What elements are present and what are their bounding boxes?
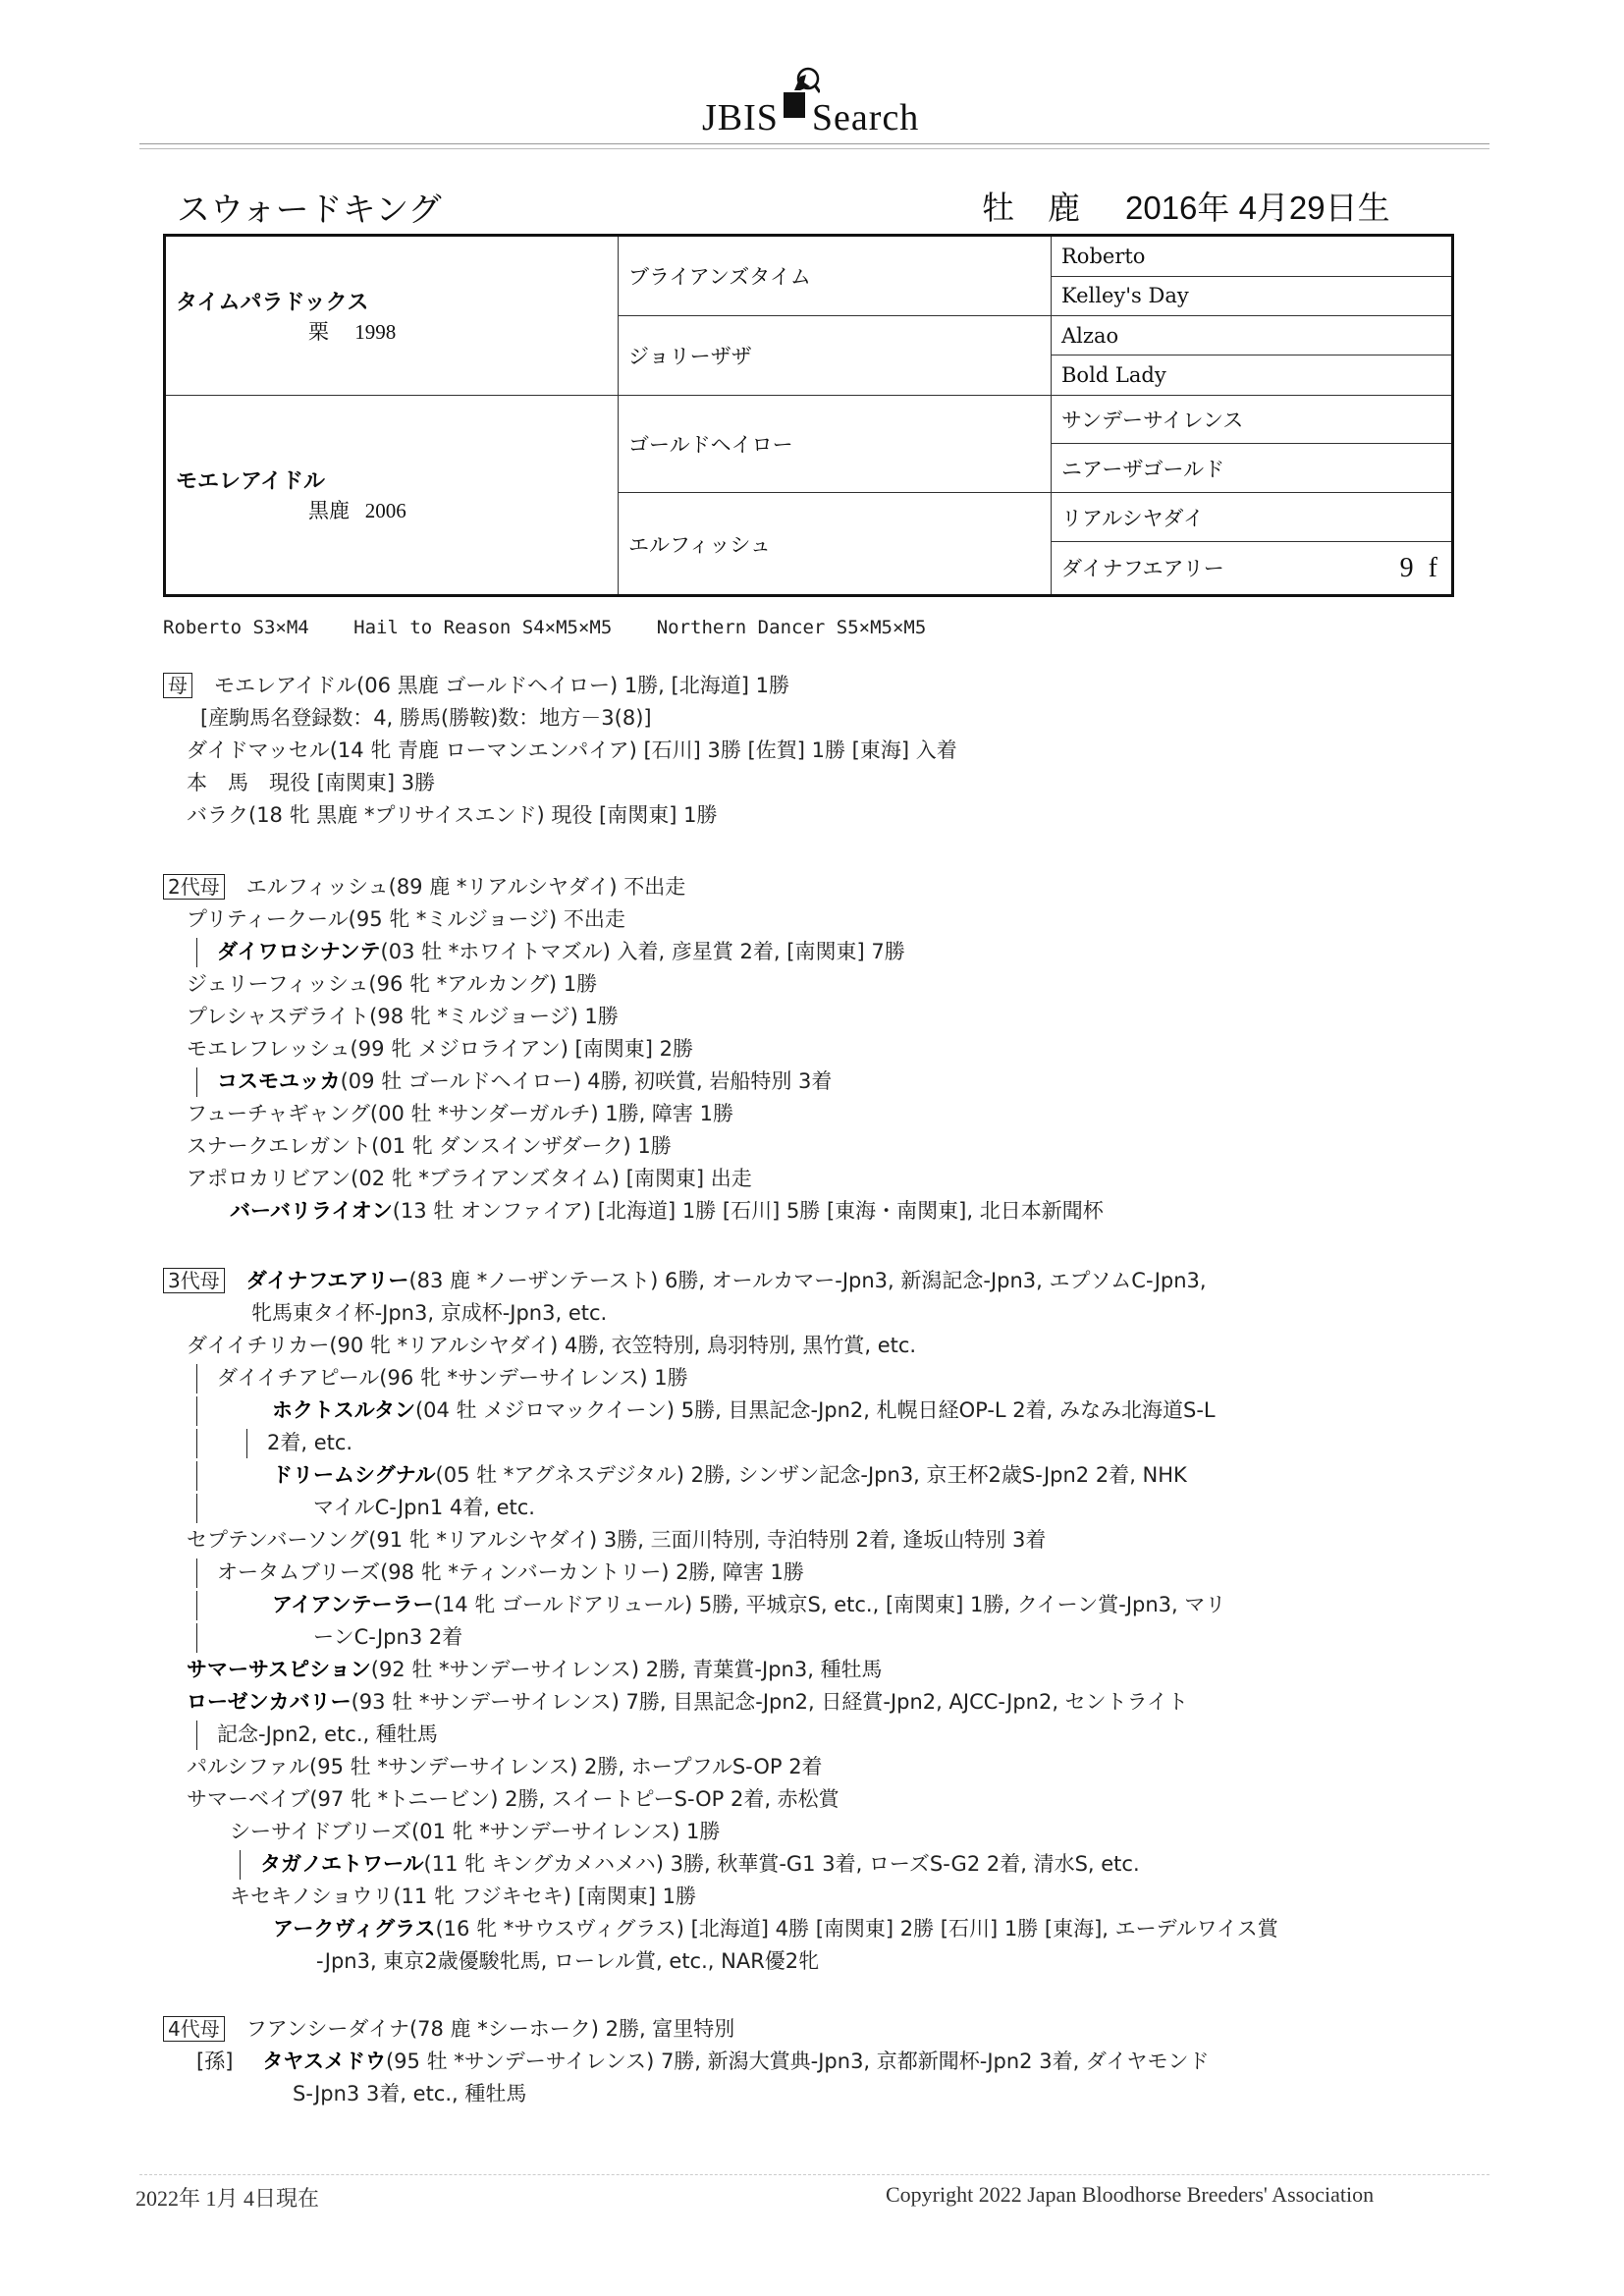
- section-line: シーサイドブリーズ(01 牝 *サンデーサイレンス) 1勝: [230, 1820, 721, 1843]
- section-line: 記念-Jpn2, etc., 種牡馬: [163, 1719, 1439, 1751]
- inbreeding-item: Northern Dancer S5×M5×M5: [656, 617, 927, 638]
- gen3-cell: ニアーザゴールド: [1052, 444, 1453, 493]
- section-line: オータムブリーズ(98 牝 *ティンバーカントリー) 2勝, 障害 1勝: [163, 1557, 1439, 1589]
- section-line: キセキノショウリ(11 牝 フジキセキ) [南関東] 1勝: [230, 1885, 697, 1908]
- section-label: 4代母: [163, 2016, 225, 2042]
- dam-cell: [165, 395, 619, 595]
- dam-sire-cell: ゴールドヘイロー: [619, 395, 1052, 493]
- sire-sire-cell: ブライアンズタイム: [619, 236, 1052, 316]
- section-line: ダイドマッセル(14 牝 青鹿 ローマンエンパイア) [石川] 3勝 [佐賀] 1勝 [東海] 入着: [187, 738, 957, 762]
- section-line: アイアンテーラー(14 牝 ゴールドアリュール) 5勝, 平城京S, etc., [南関東] 1勝, クイーン賞-Jpn3, マリ: [163, 1589, 1439, 1621]
- dam-name: モエレアイドル: [176, 469, 326, 495]
- section-line: サマーサスピション(92 牡 *サンデーサイレンス) 2勝, 青葉賞-Jpn3, 種牡馬: [187, 1658, 883, 1681]
- footer-rule: [139, 2174, 1489, 2175]
- gen3-cell: [1052, 542, 1453, 596]
- section-line: [産駒馬名登録数：4, 勝馬(勝鞍)数：地方－3(8)]: [200, 706, 652, 730]
- horse-color: 鹿: [1048, 189, 1080, 227]
- section-line: マイルC-Jpn1 4着, etc.: [163, 1492, 1439, 1524]
- section-line: アポロカリビアン(02 牝 *ブライアンズタイム) [南関東] 出走: [187, 1167, 752, 1190]
- section-line: ジェリーフィッシュ(96 牝 *アルカング) 1勝: [187, 972, 598, 996]
- dam-section: [163, 670, 1439, 832]
- second-dam-section: [163, 871, 1439, 1228]
- section-line: バーバリライオン(13 牡 オンファイア) [北海道] 1勝 [石川] 5勝 [東海・南関東], 北日本新聞杯: [230, 1199, 1104, 1223]
- section-line: バラク(18 牝 黒鹿 *プリサイスエンド) 現役 [南関東] 1勝: [187, 803, 718, 827]
- inbreeding-item: Roberto S3×M4: [163, 617, 309, 638]
- section-line: 2代母 エルフィッシュ(89 鹿 *リアルシヤダイ) 不出走: [163, 871, 1439, 903]
- section-line: ローゼンカバリー(93 牡 *サンデーサイレンス) 7勝, 目黒記念-Jpn2, 日経賞-Jpn2, AJCC-Jpn2, セントライト: [187, 1690, 1189, 1714]
- section-line: 母 モエレアイドル(06 黒鹿 ゴールドヘイロー) 1勝, [北海道] 1勝: [163, 670, 1439, 702]
- section-line: プレシャスデライト(98 牝 *ミルジョージ) 1勝: [187, 1005, 619, 1028]
- family-number: 9 f: [1399, 552, 1441, 583]
- sire-color: 栗: [308, 319, 329, 344]
- section-line: [孫] タヤスメドウ(95 牡 *サンデーサイレンス) 7勝, 新潟大賞典-Jpn3, 京都新聞杯-Jpn2 3着, ダイヤモンド: [196, 2050, 1210, 2073]
- sire-info: [176, 316, 608, 346]
- gen3-cell: Alzao: [1052, 316, 1453, 355]
- section-line: パルシファル(95 牡 *サンデーサイレンス) 2勝, ホープフルS-OP 2着: [187, 1755, 823, 1778]
- horse-birthdate: 2016年 4月29日生: [1125, 190, 1390, 226]
- dam-dam-cell: エルフィッシュ: [619, 493, 1052, 596]
- sire-name: タイムパラドックス: [176, 290, 369, 315]
- dam-year: 2006: [364, 499, 406, 523]
- horse-name: スウォードキング: [177, 191, 442, 230]
- gen3-cell: Kelley's Day: [1052, 276, 1453, 315]
- section-line: ーンC-Jpn3 2着: [163, 1621, 1439, 1654]
- section-line: フューチャギャング(00 牡 *サンダーガルチ) 1勝, 障害 1勝: [187, 1102, 733, 1125]
- inbreeding-item: Hail to Reason S4×M5×M5: [353, 617, 613, 638]
- gen3-name: ダイナフエアリー: [1061, 556, 1224, 580]
- horse-sex: 牡: [982, 189, 1014, 227]
- section-line: スナークエレガント(01 牝 ダンスインザダーク) 1勝: [187, 1134, 672, 1158]
- pedigree-table: [163, 234, 1454, 597]
- gen3-cell: Bold Lady: [1052, 355, 1453, 395]
- dam-info: [176, 495, 608, 524]
- section-line: ダイワロシナンテ(03 牡 *ホワイトマズル) 入着, 彦星賞 2着, [南関東] 7勝: [163, 936, 1439, 968]
- logo-jbis-text: JBIS: [702, 97, 779, 138]
- fourth-dam-section: [163, 2013, 1439, 2110]
- section-line: ドリームシグナル(05 牡 *アグネスデジタル) 2勝, シンザン記念-Jpn3, 京王杯2歳S-Jpn2 2着, NHK: [163, 1459, 1439, 1492]
- footer-date: 2022年 1月 4日現在: [135, 2186, 320, 2211]
- header-rule: [139, 143, 1489, 144]
- section-line: 4代母 フアンシーダイナ(78 鹿 *シーホーク) 2勝, 富里特別: [163, 2013, 1439, 2046]
- section-line: -Jpn3, 東京2歳優駿牝馬, ローレル賞, etc., NAR優2牝: [316, 1949, 820, 1973]
- section-line: タガノエトワール(11 牝 キングカメハメハ) 3勝, 秋華賞-G1 3着, ローズS-G2 2着, 清水S, etc.: [163, 1848, 1439, 1881]
- section-line: S-Jpn3 3着, etc., 種牡馬: [293, 2082, 527, 2105]
- section-label: 2代母: [163, 874, 225, 900]
- gen3-cell: リアルシヤダイ: [1052, 493, 1453, 542]
- section-line: 2着, etc.: [163, 1427, 1439, 1459]
- section-line: アークヴィグラス(16 牝 *サウスヴィグラス) [北海道] 4勝 [南関東] 2勝 [石川] 1勝 [東海], エーデルワイス賞: [273, 1917, 1278, 1941]
- section-line: モエレフレッシュ(99 牝 メジロライアン) [南関東] 2勝: [187, 1037, 693, 1061]
- gen3-cell: Roberto: [1052, 236, 1453, 277]
- sire-dam-cell: ジョリーザザ: [619, 316, 1052, 395]
- footer-copyright: Copyright 2022 Japan Bloodhorse Breeders' Association: [886, 2182, 1375, 2207]
- gen3-cell: サンデーサイレンス: [1052, 395, 1453, 444]
- section-line: ホクトスルタン(04 牡 メジロマックイーン) 5勝, 目黒記念-Jpn2, 札幌日経OP-L 2着, みなみ北海道S-L: [163, 1394, 1439, 1427]
- third-dam-section: [163, 1265, 1439, 1978]
- section-line: 本 馬 現役 [南関東] 3勝: [187, 771, 436, 794]
- sire-cell: [165, 236, 619, 396]
- section-line: サマーベイブ(97 牝 *トニービン) 2勝, スイートピーS-OP 2着, 赤松賞: [187, 1787, 839, 1811]
- section-line: ダイイチアピール(96 牝 *サンデーサイレンス) 1勝: [163, 1362, 1439, 1394]
- sire-year: 1998: [354, 319, 397, 344]
- dam-color: 黒鹿: [308, 499, 350, 523]
- section-line: プリティークール(95 牝 *ミルジョージ) 不出走: [187, 907, 625, 931]
- logo-horse-icon: [781, 90, 810, 134]
- section-line: ダイイチリカー(90 牝 *リアルシヤダイ) 4勝, 衣笠特別, 鳥羽特別, 黒竹賞, etc.: [187, 1334, 917, 1357]
- section-label: 母: [163, 673, 192, 698]
- section-label: 3代母: [163, 1268, 225, 1293]
- section-line: 牝馬東タイ杯-Jpn3, 京成杯-Jpn3, etc.: [251, 1301, 608, 1325]
- inbreeding-line: [163, 617, 959, 638]
- logo-search-text: Search: [811, 97, 920, 138]
- section-line: コスモユッカ(09 牡 ゴールドヘイロー) 4勝, 初咲賞, 岩船特別 3着: [163, 1066, 1439, 1098]
- header-rule-2: [139, 148, 1489, 149]
- section-line: セプテンバーソング(91 牝 *リアルシヤダイ) 3勝, 三面川特別, 寺泊特別 2着, 逢坂山特別 3着: [187, 1528, 1047, 1552]
- jbis-search-logo: [702, 90, 919, 139]
- section-line: 3代母 ダイナフエアリー(83 鹿 *ノーザンテースト) 6勝, オールカマー-Jpn3, 新潟記念-Jpn3, エプソムC-Jpn3,: [163, 1265, 1439, 1297]
